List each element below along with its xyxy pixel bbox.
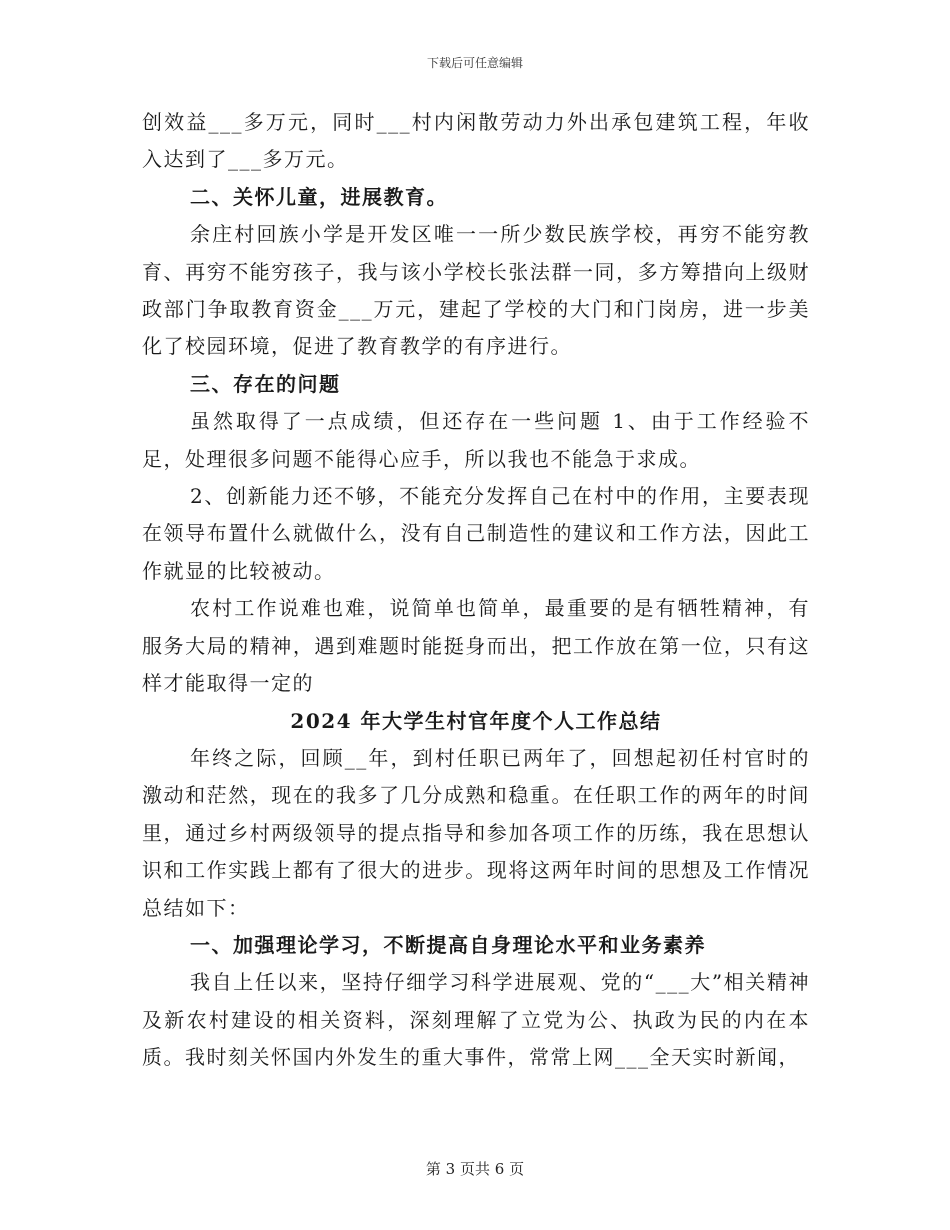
paragraph-intro: 年终之际，回顾__年，到村任职已两年了，回想起初任村官时的激动和茫然，现在的我多了几分成熟和稳重。在任职工作的两年的时间里，通过乡村两级领导的提点指导和参加各项工作的历练，我在思想认识和工作实践上都有了很大的进步。现将这两年时间的思想及工作情况总结如下：: [142, 745, 810, 920]
heading-problems: 三、存在的问题: [190, 371, 341, 396]
heading-children-education: 二、关怀儿童，进展教育。: [190, 184, 448, 209]
document-body: [142, 104, 810, 1077]
paragraph-study: 我自上任以来，坚持仔细学习科学进展观、党的“___大”相关精神及新农村建设的相关资料，深刻理解了立党为公、执政为民的内在本质。我时刻关怀国内外发生的重大事件，常常上网___全天实时新闻，: [142, 970, 810, 1070]
paragraph-school: 余庄村回族小学是开发区唯一一所少数民族学校，再穷不能穷教育、再穷不能穷孩子，我与该小学校长张法群一同，多方筹措向上级财政部门争取教育资金___万元，建起了学校的大门和门岗房，进一步美化了校园环境，促进了教育教学的有序进行。: [142, 222, 810, 359]
paragraph-problem-2: 2、创新能力还不够，不能充分发挥自己在村中的作用，主要表现在领导布置什么就做什么，没有自己制造性的建议和工作方法，因此工作就显的比较被动。: [142, 484, 810, 583]
page-header: 下载后可任意编辑: [426, 56, 523, 70]
paragraph-income: 创效益___多万元，同时___村内闲散劳动力外出承包建筑工程，年收入达到了___多万元。: [142, 110, 810, 172]
heading-theory-study: 一、加强理论学习，不断提高自身理论水平和业务素养: [190, 932, 706, 957]
page-footer: 第 3 页共 6 页: [425, 1160, 525, 1178]
document-title: 2024 年大学生村官年度个人工作总结: [290, 708, 662, 733]
paragraph-rural-work: 农村工作说难也难，说简单也简单，最重要的是有牺牲精神，有服务大局的精神，遇到难题时能挺身而出，把工作放在第一位，只有这样才能取得一定的: [142, 596, 810, 696]
paragraph-problem-1: 虽然取得了一点成绩，但还存在一些问题 1、由于工作经验不足，处理很多问题不能得心应手，所以我也不能急于求成。: [142, 409, 810, 471]
